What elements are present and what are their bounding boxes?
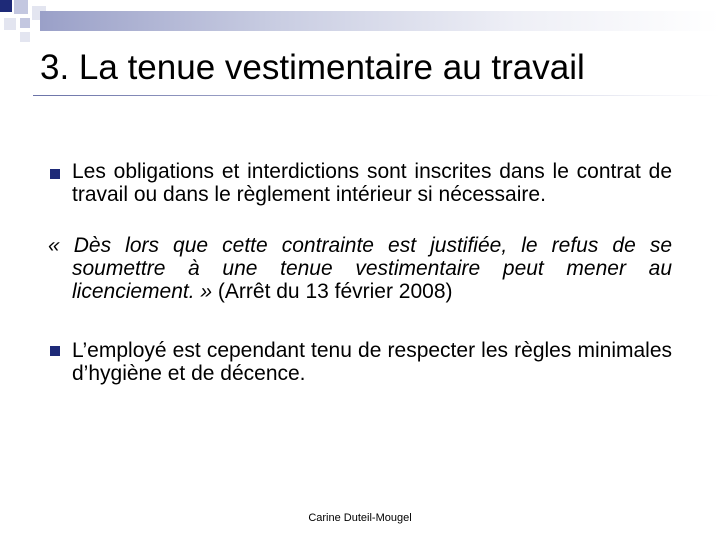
deco-square-icon xyxy=(20,32,30,42)
square-bullet-icon xyxy=(50,346,60,356)
quote-paragraph xyxy=(48,234,672,303)
deco-square-icon xyxy=(4,18,16,30)
deco-square-icon xyxy=(0,0,12,12)
quote-line xyxy=(48,234,672,303)
title-divider xyxy=(33,95,720,96)
bullet-text-hygiene: L’employé est cependant tenu de respecter les règles minimales d’hygiène et de décence. xyxy=(72,339,672,385)
quote-text: « Dès lors que cette contrainte est justifiée, le refus de se soumettre à une tenue vestimentaire peut mener au licenciement. » xyxy=(48,234,672,303)
header-gradient-bar xyxy=(40,11,720,31)
deco-square-icon xyxy=(14,0,28,14)
deco-square-icon xyxy=(20,18,30,28)
bullet-text-obligations: Les obligations et interdictions sont inscrites dans le contrat de travail ou dans le règlement intérieur si nécessaire. xyxy=(72,160,672,206)
footer-author: Carine Duteil-Mougel xyxy=(308,512,412,524)
square-bullet-icon xyxy=(50,169,60,179)
slide-title: 3. La tenue vestimentaire au travail xyxy=(40,48,585,87)
quote-citation: (Arrêt du 13 février 2008) xyxy=(212,280,453,303)
